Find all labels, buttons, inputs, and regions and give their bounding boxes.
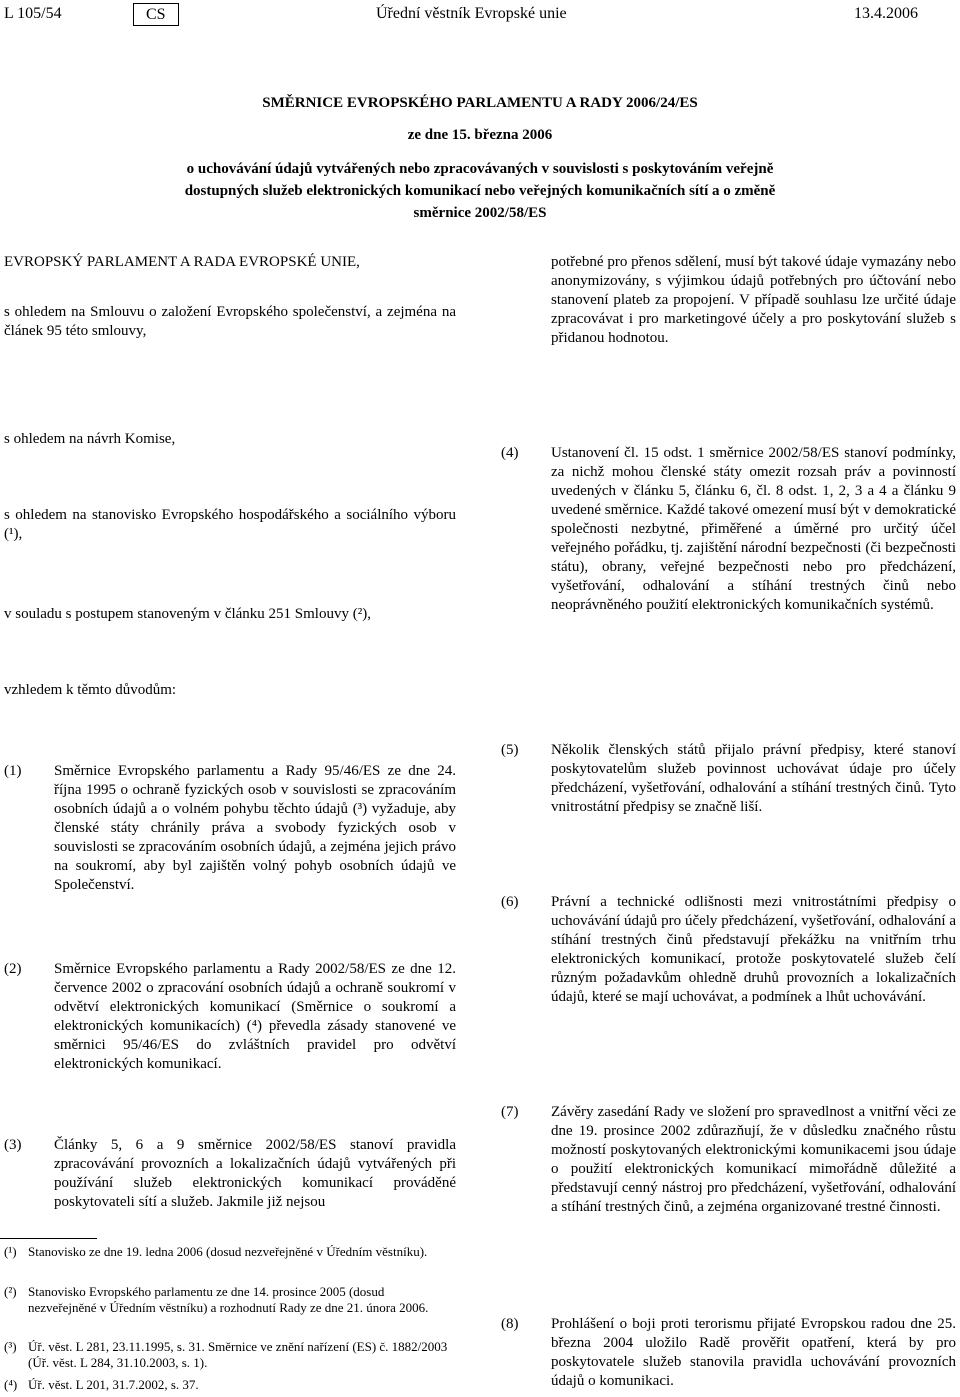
footnote-text: Úř. věst. L 201, 31.7.2002, s. 37.: [28, 1377, 199, 1392]
preamble-treaty: s ohledem na Smlouvu o založení Evropského společenství, a zejména na článek 95 této smlouvy,: [4, 304, 456, 339]
recital-text: Právní a technické odlišnosti mezi vnitrostátními předpisy o uchovávání údajů pro účely předcházení, vyšetřování, odhalování a stíhání trestných činů představují překážku na vnitřním trhu elektronických komunikací, protože poskytovatelé služeb čelí různým požadavkům ohledně druhů provozních a lokalizačních údajů, které se mají uchovávat, a podmínek a lhůt uchovávání.: [551, 894, 956, 1005]
document-title: SMĚRNICE EVROPSKÉHO PARLAMENTU A RADY 2006/24/ES: [262, 95, 698, 111]
document-subject-line-1: o uchovávání údajů vytvářených nebo zpracovávaných v souvislosti s poskytováním veřejně: [186, 161, 774, 177]
footnote-number: (²): [4, 1284, 17, 1299]
document-subject-line-3: směrnice 2002/58/ES: [413, 205, 547, 221]
recital-5: [501, 741, 956, 821]
footnote-text: Úř. věst. L 281, 23.11.1995, s. 31. Směrnice ve znění nařízení (ES) č. 1882/2003 (Úř. věst. L 284, 31.10.2003, s. 1).: [28, 1339, 448, 1370]
footnote-separator: [0, 1238, 97, 1239]
recital-2: [4, 960, 456, 1080]
recital-3-continuation: potřebné pro přenos sdělení, musí být takové údaje vymazány nebo anonymizovány, s výjimkou údajů potřebných pro účtování nebo stanovení plateb za propojení. V případě souhlasu lze určité údaje zpracovávat i pro marketingové účely a pro poskytování služeb s přidanou hodnotou.: [551, 254, 956, 346]
preamble-whereas: vzhledem k těmto důvodům:: [4, 682, 177, 698]
footnote-number: (³): [4, 1339, 17, 1354]
page-reference: L 105/54: [4, 5, 62, 22]
recital-4: [501, 444, 956, 674]
preamble-committee: s ohledem na stanovisko Evropského hospodářského a sociálního výboru (¹),: [4, 507, 456, 542]
recital-number: (4): [501, 445, 519, 461]
recital-number: (6): [501, 894, 519, 910]
preamble-procedure: v souladu s postupem stanoveným v článku 251 Smlouvy (²),: [4, 606, 371, 622]
recital-text: Ustanovení čl. 15 odst. 1 směrnice 2002/58/ES stanoví podmínky, za nichž mohou členské státy omezit rozsah práv a povinností uvedených v článku 5, článku 6, čl. 8 odst. 1, 2, 3 a 4 a článku 9 uvedené směrnice. Každé takové omezení musí být v demokratické společnosti nezbytné, přiměřené a úměrné pro určitý účel veřejného pořádku, tj. zajištění národní bezpečnosti (či bezpečnosti státu), obrany, veřejné bezpečnosti nebo pro předcházení, vyšetřování, odhalování a stíhání trestných činů nebo neoprávněného použití elektronických komunikačních systémů.: [551, 445, 956, 613]
recital-text: Směrnice Evropského parlamentu a Rady 2002/58/ES ze dne 12. července 2002 o zpracování osobních údajů a ochraně soukromí v odvětví elektronických komunikací (Směrnice o soukromí a elektronických komunikacích) (⁴) převedla zásady stanovené ve směrnici 95/46/ES do zvláštních pravidel pro odvětví elektronických komunikací.: [54, 961, 456, 1072]
recital-6: [501, 893, 956, 1043]
document-date: ze dne 15. března 2006: [407, 127, 553, 143]
recital-number: (7): [501, 1104, 519, 1120]
recital-3: [4, 1136, 456, 1236]
recital-8: [501, 1315, 956, 1395]
recital-text: Závěry zasedání Rady ve složení pro spravedlnost a vnitřní věci ze dne 19. prosince 2002 zdůrazňují, že v důsledku značného růstu možností poskytovaných elektronickými komunikacemi jsou údaje o použití elektronických komunikací mimořádně důležité a představují cenný nástroj pro předcházení, vyšetřování, odhalování a stíhání trestných činů, a zejména organizované trestné činnosti.: [551, 1104, 956, 1215]
recital-text: Několik členských států přijalo právní předpisy, které stanoví poskytovatelům služeb povinnost uchovávat údaje pro účely předcházení, vyšetřování, odhalování a stíhání trestných činů. Tyto vnitrostátní předpisy se značně liší.: [551, 742, 956, 815]
page-header: [0, 4, 960, 26]
recital-text: Prohlášení o boji proti terorismu přijaté Evropskou radou dne 25. března 2004 uložilo Radě prověřit opatření, která by pro poskytovatele služeb stanovila pravidla uchovávání provozních údajů o komunikaci.: [551, 1316, 956, 1389]
recital-7: [501, 1103, 956, 1248]
recital-number: (3): [4, 1137, 22, 1153]
recital-number: (2): [4, 961, 22, 977]
footnote-text: Stanovisko ze dne 19. ledna 2006 (dosud nezveřejněné v Úředním věstníku).: [28, 1244, 428, 1259]
recital-1: [4, 762, 456, 902]
document-subject-line-2: dostupných služeb elektronických komunikací nebo veřejných komunikačních sítí a o změně: [184, 183, 776, 199]
recital-number: (5): [501, 742, 519, 758]
recital-number: (8): [501, 1316, 519, 1332]
recital-text: Články 5, 6 a 9 směrnice 2002/58/ES stanoví pravidla zpracovávání provozních a lokalizačních údajů vytvářených při používání služeb elektronických komunikací prováděné poskytovateli sítí a služeb. Jakmile již nejsou: [54, 1137, 456, 1210]
recital-text: Směrnice Evropského parlamentu a Rady 95/46/ES ze dne 24. října 1995 o ochraně fyzických osob v souvislosti se zpracováním osobních údajů a o volném pohybu těchto údajů (³) vyžaduje, aby členské státy chránily práva a svobody fyzických osob v souvislosti se zpracováním osobních údajů, a zejména jejich právo na soukromí, aby byl zajištěn volný pohyb osobních údajů ve Společenství.: [54, 763, 456, 893]
footnote-number: (⁴): [4, 1377, 18, 1392]
recital-number: (1): [4, 763, 22, 779]
footnote-text: Stanovisko Evropského parlamentu ze dne 14. prosince 2005 (dosud nezveřejněné v Úředním věstníku) a rozhodnutí Rady ze dne 21. února 2006.: [28, 1284, 429, 1315]
journal-name: Úřední věstník Evropské unie: [376, 5, 567, 22]
preamble-intro: EVROPSKÝ PARLAMENT A RADA EVROPSKÉ UNIE,: [4, 254, 360, 270]
footnote-number: (¹): [4, 1244, 17, 1259]
preamble-commission: s ohledem na návrh Komise,: [4, 431, 176, 447]
publication-date: 13.4.2006: [854, 5, 918, 22]
language-code: CS: [133, 3, 179, 26]
